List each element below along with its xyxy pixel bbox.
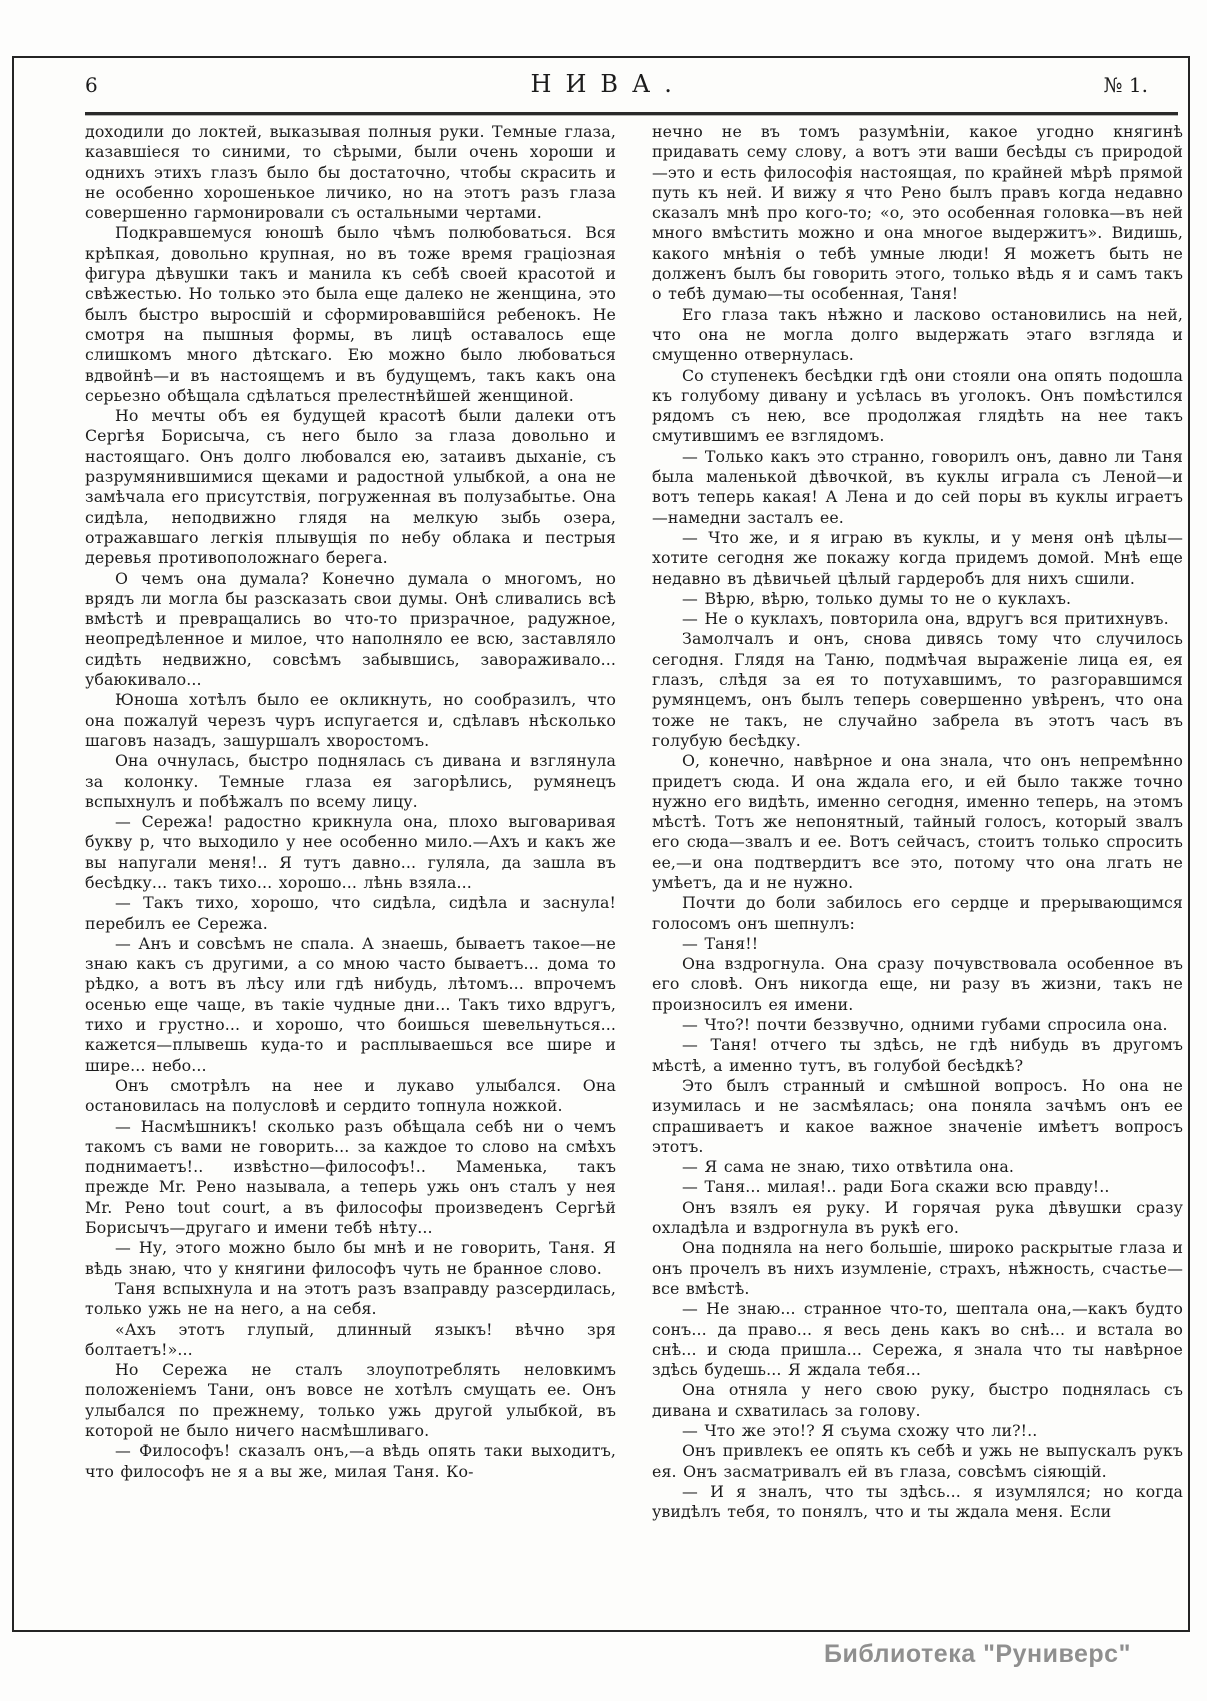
paragraph: — Таня... милая!.. ради Бога скажи всю правду!.. (682, 1177, 1110, 1197)
paragraph: — Только какъ это странно, говорилъ онъ, давно ли Таня была маленькой дѣвочкой, въ куклы играла съ Леной—и вотъ теперь какая! А Лена и до сей поры въ куклы играетъ—намедни засталъ ее. (652, 446, 1183, 527)
paragraph: — И я зналъ, что ты здѣсь... я изумлялся; но когда увидѣлъ тебя, то понялъ, что и ты ждала меня. Если (652, 1481, 1183, 1522)
paragraph: Она вздрогнула. Она сразу почувствовала особенное въ его словѣ. Онъ никогда еще, ни разу въ жизни, такъ не произносилъ ея имени. (652, 954, 1183, 1014)
body-text (85, 122, 1183, 1624)
paragraph: — Не знаю... странное что-то, шептала она,—какъ будто сонъ... да право... я весь день какъ во снѣ... и встала во снѣ... и сюда пришла... Сережа, я знала что ты навѣрное здѣсь будешь... Я ждала тебя... (652, 1299, 1183, 1380)
paragraph: Она подняла на него большіе, широко раскрытые глаза и онъ прочелъ въ нихъ изумленіе, страхъ, нѣжность, счастье—все вмѣстѣ. (652, 1238, 1183, 1298)
paragraph: О чемъ она думала? Конечно думала о многомъ, но врядъ ли могла бы разсказать свои думы. Онѣ сливались всѣ вмѣстѣ и превращались во что-то призрачное, радужное, неопредѣленное и милое, что наполняло ее всю, заставляло сидѣть недвижно, совсѣмъ забывшись, завораживало... убаюкивало... (85, 568, 616, 690)
watermark: Библиотека "Руниверс" (824, 1640, 1131, 1668)
text-column-right (652, 122, 1183, 1624)
paragraph: Онъ привлекъ ее опять къ себѣ и ужь не выпускалъ рукъ ея. Онъ засматривалъ ей въ глаза, совсѣмъ сіяющій. (652, 1441, 1183, 1481)
paragraph: Онъ смотрѣлъ на нее и лукаво улыбался. Она остановилась на полусловѣ и сердито топнула ножкой. (85, 1075, 616, 1116)
paragraph: — Таня!! (682, 933, 759, 953)
paragraph: Но Сережа не сталъ злоупотреблять неловкимъ положеніемъ Тани, онъ вовсе не хотѣлъ смущать ее. Онъ улыбался по прежнему, только ужь другой улыбкой, въ которой не было ничего насмѣшливаго. (85, 1360, 616, 1440)
text-column-left (85, 122, 616, 1624)
paragraph: — Ну, этого можно было бы мнѣ и не говорить, Таня. Я вѣдь знаю, что у княгини философъ чуть не бранное слово. (85, 1238, 616, 1278)
paragraph: — Философъ! сказалъ онъ,—а вѣдь опять таки выходитъ, что философъ не я а вы же, милая Таня. Ко- (85, 1441, 616, 1481)
paragraph: — Что?! почти беззвучно, одними губами спросила она. (682, 1015, 1168, 1035)
paragraph: — Я сама не знаю, тихо отвѣтила она. (682, 1157, 1014, 1177)
paragraph: — Таня! отчего ты здѣсь, не гдѣ нибудь въ другомъ мѣстѣ, а именно тутъ, въ голубой бесѣдкѣ? (652, 1035, 1183, 1075)
paragraph: Замолчалъ и онъ, снова дивясь тому что случилось сегодня. Глядя на Таню, подмѣчая выраженіе лица ея, ея глазъ, слѣдя за ея то потухавшимъ, то разгоравшимся румянцемъ, онъ былъ теперь совершенно увѣренъ, что она тоже не такъ, не случайно забрела въ этотъ часъ въ голубую бесѣдку. (652, 629, 1183, 750)
paragraph: Но мечты объ ея будущей красотѣ были далеки отъ Сергѣя Борисыча, съ него было за глаза довольно и настоящаго. Онъ долго любовался ею, затаивъ дыханіе, съ разрумянившимися щеками и радостной улыбкой, а она не замѣчала его присутствія, погруженная въ полузабытье. Она сидѣла, неподвижно глядя на мелкую зыбь озера, отражавшаго легкія плывущія по небу облака и пестрыя деревья противоположнаго берега. (85, 406, 616, 568)
page-header (85, 70, 1176, 98)
paragraph: Таня вспыхнула и на этотъ разъ взаправду разсердилась, только ужь не на него, а на себя. (85, 1278, 616, 1319)
paragraph: Юноша хотѣлъ было ее окликнуть, но сообразилъ, что она пожалуй черезъ чуръ испугается и, сдѣлавъ нѣсколько шаговъ назадъ, зашуршалъ хворостомъ. (85, 690, 616, 750)
paragraph: Онъ взялъ ея руку. И горячая рука дѣвушки сразу охладѣла и вздрогнула въ рукѣ его. (652, 1197, 1183, 1238)
paragraph: Почти до боли забилось его сердце и прерывающимся голосомъ онъ шепнулъ: (652, 893, 1183, 933)
paragraph: нечно не въ томъ разумѣніи, какое угодно княгинѣ придавать сему слову, а вотъ эти ваши бесѣды съ природой—это и есть философія настоящая, по крайней мѣрѣ прямой путь къ ней. И вижу я что Рено былъ правъ когда недавно сказалъ мнѣ про кого-то; «о, это особенная головка—въ ней много вмѣстить можно и она многое выдержитъ». Видишь, какого мнѣнія о тебѣ умные люди! Я можетъ быть не долженъ былъ бы говорить этого, только вѣдь я и самъ такъ о тебѣ думаю—ты особенная, Таня! (652, 122, 1183, 304)
paragraph: доходили до локтей, выказывая полныя руки. Темные глаза, казавшіеся то синими, то сѣрыми, были очень хороши и однихъ этихъ глазъ было бы достаточно, чтобы скрасить и не особенно хорошенькое личико, но на этотъ разъ глаза совершенно гармонировали съ остальными чертами. (85, 122, 616, 223)
paragraph: Она отняла у него свою руку, быстро поднялась съ дивана и схватилась за голову. (652, 1380, 1183, 1420)
page-border-frame (12, 56, 1190, 1632)
paragraph: — Такъ тихо, хорошо, что сидѣла, сидѣла и заснула! перебилъ ее Сережа. (85, 893, 616, 933)
paragraph: О, конечно, навѣрное и она знала, что онъ непремѣнно придетъ сюда. И она ждала его, и ей было также точно нужно его видѣть, именно сегодня, именно теперь, на этомъ мѣстѣ. Тотъ же непонятный, тайный голосъ, который звалъ его сюда—звалъ и ее. Вотъ сейчасъ, стоитъ только спросить ее,—и она подтвердитъ все это, потому что она лгать не умѣетъ, да и не нужно. (652, 751, 1183, 892)
paragraph: — Вѣрю, вѣрю, только думы то не о куклахъ. (682, 588, 1072, 608)
paragraph: Его глаза такъ нѣжно и ласково остановились на ней, что она не могла долго выдержать этаго взгляда и смущенно отвернулась. (652, 304, 1183, 365)
masthead-title: НИВА. (530, 70, 686, 98)
issue-number: № 1. (1103, 73, 1148, 97)
paragraph: Подкравшемуся юношѣ было чѣмъ полюбоваться. Вся крѣпкая, довольно крупная, но въ тоже время граціозная фигура дѣвушки такъ и манила къ себѣ своей красотой и свѣжестью. Но только это была еще далеко не женщина, это былъ быстро выросшій и сформировавшійся ребенокъ. Не смотря на пышныя формы, въ лицѣ оставалось еще слишкомъ много дѣтскаго. Ею можно было любоваться вдвойнѣ—и въ настоящемъ и въ будущемъ, такъ какъ она серьезно обѣщала сдѣлаться прелестнѣйшей женщиной. (85, 223, 616, 405)
paragraph: — Что же это!? Я съума схожу что ли?!.. (682, 1421, 1038, 1440)
paragraph: «Ахъ этотъ глупый, длинный языкъ! вѣчно зря болтаетъ!»... (85, 1319, 616, 1359)
paragraph: Со ступенекъ бесѣдки гдѣ они стояли она опять подошла къ голубому дивану и усѣлась въ уголокъ. Онъ помѣстился рядомъ съ нею, все продолжая глядѣть на нее такъ смутившимъ ее взглядомъ. (652, 365, 1183, 446)
page-number: 6 (85, 73, 99, 97)
header-rule (85, 112, 1178, 115)
paragraph: — Что же, и я играю въ куклы, и у меня онѣ цѣлы—хотите сегодня же покажу когда придемъ домой. Мнѣ еще недавно въ дѣвичьей цѣлый гардеробъ для нихъ сшили. (652, 527, 1183, 588)
paragraph: — Сережа! радостно крикнула она, плохо выговаривая букву р, что выходило у нее особенно мило.—Ахъ и какъ же вы напугали меня!.. Я тутъ давно... гуляла, да зашла въ бесѣдку... такъ тихо... хорошо... лѣнь взяла... (85, 812, 616, 892)
paragraph: — Анъ и совсѣмъ не спала. А знаешь, бываетъ такое—не знаю какъ съ другими, а со мною часто бываетъ... дома то рѣдко, а вотъ въ лѣсу или гдѣ нибудь, лѣтомъ... впрочемъ осенью еще чаще, въ такіе чудные дни... Такъ тихо вдругъ, тихо и грустно... и хорошо, что боишься шевельнуться... кажется—плывешь куда-то и расплываешься все шире и шире... небо... (85, 933, 616, 1075)
paragraph: Это былъ странный и смѣшной вопросъ. Но она не изумилась и не засмѣялась; она поняла зачѣмъ онъ ее спрашиваетъ и какое важное значеніе имѣетъ вопросъ этотъ. (652, 1075, 1183, 1156)
paragraph: Она очнулась, быстро поднялась съ дивана и взглянула за колонку. Темные глаза ея загорѣлись, румянецъ вспыхнулъ и побѣжалъ по всему лицу. (85, 751, 616, 811)
paragraph: — Не о куклахъ, повторила она, вдругъ вся притихнувъ. (682, 609, 1169, 629)
paragraph: — Насмѣшникъ! сколько разъ обѣщала себѣ ни о чемъ такомъ съ вами не говорить... за каждое то слово на смѣхъ поднимаетъ!.. извѣстно—философъ!.. Маменька, такъ прежде Mr. Рено называла, а теперь ужь онъ сталъ у нея Mr. Рено tout court, а въ философы произведенъ Сергѣй Борисычъ—другаго и имени тебѣ нѣту... (85, 1116, 616, 1238)
